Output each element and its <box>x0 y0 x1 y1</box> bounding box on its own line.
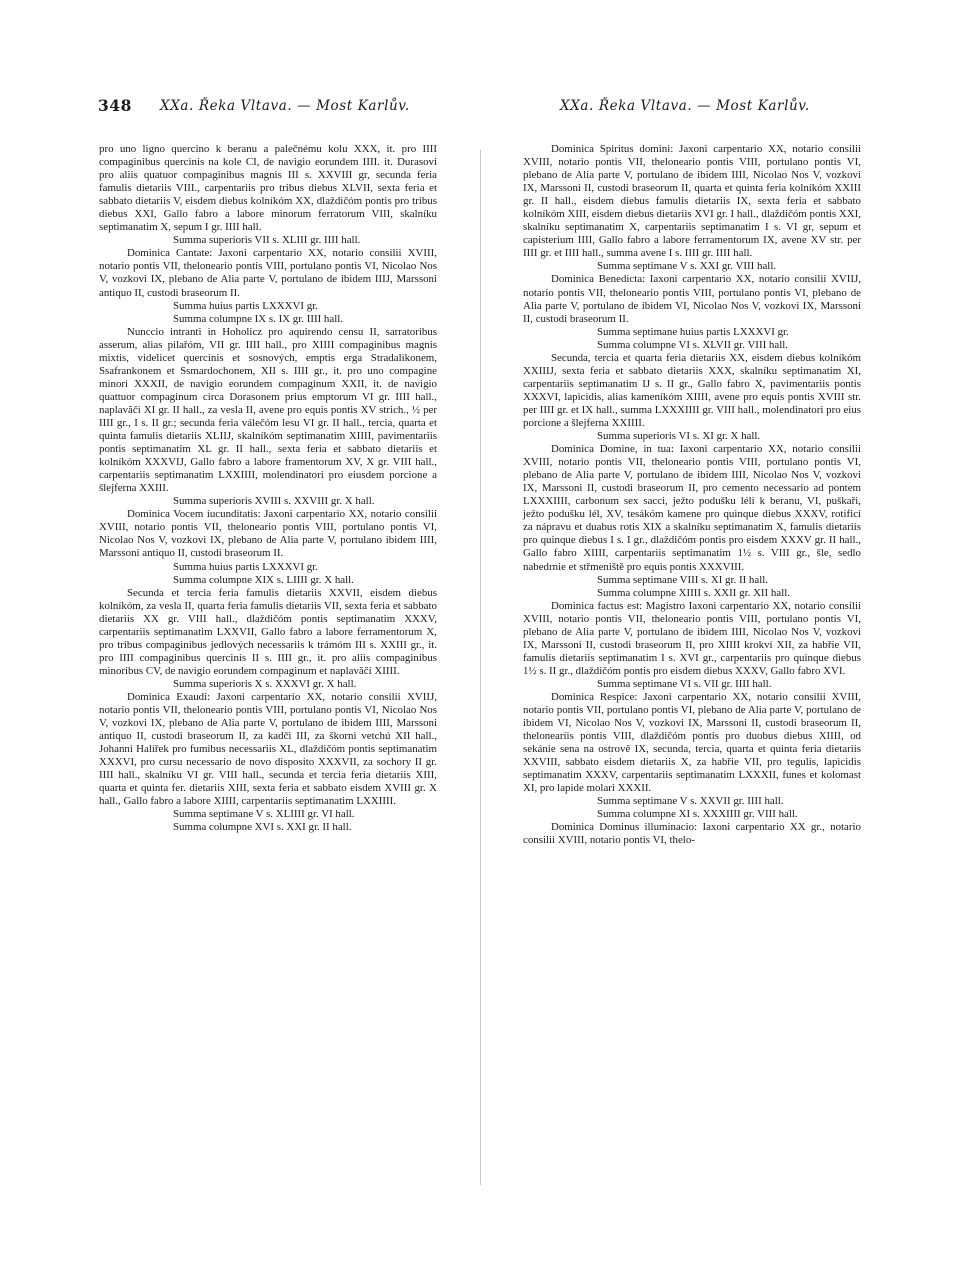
summa-line: Summa septimane V s. XXI gr. VIII hall. <box>597 260 777 273</box>
summa-line: Summa superioris VII s. XLIII gr. IIII hall. <box>173 234 361 247</box>
text-paragraph: Dominica factus est: Magistro Iaxoni carpentario XX, notario consilii XVIII, notario pontis VII, theloneario pontis VIII, portulano pontis VI, plebano de Alia parte V, portulano de ibidem IIII, Nicolao Nos V, vozkovi IX, Marssoni II, custodi braseorum II, pro XIIII krokví XII, za habřie VII, famulis dietariis septimanatim I s. XVI gr., carpentariis pro quinque diebus 1½ s. II gr., dlaždičóm pontis pro eisdem diebus XXXV, Gallo fabro XVI. <box>523 599 861 677</box>
summa-line: Summa huius partis LXXXVI gr. <box>173 560 318 573</box>
summa-line: Summa columpne XIIII s. XXII gr. XII hall. <box>597 586 790 599</box>
right-text-column <box>523 143 861 848</box>
text-paragraph: Dominica Dominus illuminacio: Iaxoni carpentario XX gr., notario consilii XVIII, notario pontis VI, thelo- <box>523 821 861 847</box>
text-paragraph: Dominica Respice: Jaxoni carpentario XX, notario consilii XVIII, notario pontis VII, portulano pontis VI, plebano de Alia parte V, portulano de ibidem VI, Nicolao Nos V, vozkovi IX, Marssoni II, custodi braseorum II, thelonearíis pontis VIII, dlaždičóm pontis pro duobus diebus XIIII, od sekánie sena na ostrově IX, secunda, tercia, quarta et quinta feria dietariis XXVIII, sabbato eisdem dietariis X, za habřie VII, pro tegulis, lapicidis septimanatim XXXV, carpentariis septimanatim LXXXII, funes et kolomast XI, pro lapide molari XXXII. <box>523 690 861 795</box>
summa-line: Summa huius partis LXXXVI gr. <box>173 299 318 312</box>
text-paragraph: Dominica Vocem iucunditatis: Jaxoni carpentario XX, notario consilii XVIII, notario pontis VII, theloneario pontis VIII, portulano pontis VI, Nicolao Nos V, vozkovi IX, plebano de Alia parte V, portulano ibidem IIII, Marssoni antiquo II, custodi braseorum II. <box>99 508 437 560</box>
summa-line: Summa columpne VI s. XLVII gr. VIII hall. <box>597 338 788 351</box>
summa-line: Summa septimane V s. XLIIII gr. VI hall. <box>173 808 355 821</box>
summa-line: Summa septimane VI s. VII gr. IIII hall. <box>597 677 772 690</box>
text-paragraph: Secunda, tercia et quarta feria dietariis XX, eisdem diebus kolníkóm XXIIIJ, sexta feria et sabbato dietariis XXX, skalníku septimanatim XI, carpentariis septimanatim IJ s. II gr., Gallo fabro X, pavimentariis pontis XXXVI, lapicidis, alias kameníkóm XIIII, avene pro equis pontis XVIII str. per IIII gr. et IX hall., summa LXXXIIII gr. VIII hall., molendinatori pro eius porcione a šlejferna XXIIII. <box>523 351 861 429</box>
summa-line: Summa superioris XVIII s. XXVIII gr. X hall. <box>173 495 375 508</box>
text-paragraph: Nunccio intranti in Hoholicz pro aquirendo censu II, sarratoribus asserum, alias pilařóm, VII gr. IIII hall., pro XIIII compaginibus magnis mixtis, videlicet quercinis et sosnových, emptis erga Stradalikonem, Ssafrankonem et Ssmardochonem, XII s. IIII gr., it. pro uno compagine minori XXXII, de navigio eorundem compaginum XXII, it. de navigio quattuor compaginum circa Dorasonem prius emptorum VI gr. IIII hall., naplavăči XI gr. II hall., za vesla II, avene pro equis pontis XV strich., ½ per IIII gr., I s. II gr.; secunda feria válečóm lesu VI gr. II hall., tercia, quarta et quinta famulis dietariis XLIIJ, skalníkóm septimanatim XIIII, pavimentariis pontis septimanatim XL gr. II hall., sexta feria et sabbato dietariis et kolníkóm XXXVIJ, Gallo fabro a labore framentorum XV, X gr. VIII hall., carpentariis septimanatim LXXIIII, molendinatori pro eiusdem porcione a šlejferna XXIII. <box>99 325 437 495</box>
text-paragraph: pro uno ligno quercino k beranu a palečnému kolu XXX, it. pro IIII compaginibus quercinis na kole CI, de navigio eorundem IIII. it. Durasovi pro aliis quatuor compaginibus magnis III s. XXVIII gr, secunda feria famulis dietariis VIII., carpentariis pro tribus diebus XLVII, sexta feria et sabbato dietariis V, eisdem diebus kolníkóm XX, dlaždičóm pontis pro tribus diebus XXI, Gallo fabro a labore minorum ferratorum VIII, skalníku septimanatim X, sepum I gr. IIII hall. <box>99 143 437 234</box>
summa-line: Summa columpne XIX s. LIIII gr. X hall. <box>173 573 354 586</box>
summa-line: Summa columpne XVI s. XXI gr. II hall. <box>173 821 352 834</box>
summa-line: Summa septimane huius partis LXXXVI gr. <box>597 325 789 338</box>
running-title-left: XXa. Řeka Vltava. — Most Karlův. <box>160 98 410 114</box>
running-title-right: XXa. Řeka Vltava. — Most Karlův. <box>560 98 810 114</box>
page-number: 348 <box>98 96 132 115</box>
running-head <box>98 96 878 116</box>
column-divider <box>480 150 481 1185</box>
summa-line: Summa superioris VI s. XI gr. X hall. <box>597 430 761 443</box>
text-paragraph: Dominica Cantate: Jaxoni carpentario XX, notario consilii XVIII, notario pontis VII, theloneario pontis VIII, portulano pontis VI, Nicolao Nos V, vozkovi IX, plebano de Alia parte V, portulano de ibidem IIIJ, Marssoni antiquo II, custodi braseorum II. <box>99 247 437 299</box>
summa-line: Summa septimane VIII s. XI gr. II hall. <box>597 573 768 586</box>
summa-line: Summa columpne XI s. XXXIIII gr. VIII hall. <box>597 808 798 821</box>
text-paragraph: Dominica Spiritus domini: Jaxoni carpentario XX, notario consilii XVIII, notario pontis VII, theloneario pontis VIII, portulano pontis VI, plebano de Alia parte V, portulano de ibidem IIII, Nicolao Nos V, vozkovi IX, Marssoni II, custodi braseorum II, quarta et quinta feria kolníkóm XXIII gr. II hall., eisdem diebus famulis dietariis IX, sexta feria et sabbato kolníkóm XIII, eisdem diebus dietariis XVI gr. I hall., dlaždičóm pontis XXI, skalníku septimanatim X, carpentariis septimanatim I s. VI gr, sepum et capisterium IIII, Gallo fabro a labore ferramentorum IX, avene XV str. per IIII gr. et IIII hall., summa avene I s. IIII gr. IIII hall. <box>523 143 861 260</box>
summa-line: Summa columpne IX s. IX gr. IIII hall. <box>173 312 343 325</box>
text-paragraph: Dominica Domine, in tua: Iaxoni carpentario XX, notario consilii XVIII, notario pontis VII, theloneario pontis VIII, portulano pontis VI, plebano de Alia parte V, portulano de ibidem IIII, Nicolao Nos V, vozkovi IX, Marssoni II, custodi braseorum II, pro cemento necessario ad pontem LXXXIIII, carbonum sex sacci, ježto podušku léli k beranu, VI, puškaři, ježto podušku lél, XV, tesákóm kamene pro quinque diebus XXXV, rotifici za nápravu et duabus rotis XIX a skalníku septimanatim X, famulis dietariis pro quinque diebus I s. I gr., dlaždičóm pontis pro eisdem XXXV gr. II hall., Gallo fabro XIIII, carpentariis septimanatim 1½ s. VIII gr., šle, sedlo nabedrnie et střmeniště pro equis pontis XXXVIII. <box>523 443 861 573</box>
left-text-column <box>99 143 437 834</box>
text-paragraph: Dominica Exaudi: Jaxoni carpentario XX, notario consilii XVIIJ, notario pontis VII, theloneario pontis VIII, portulano pontis VI, Nicolao Nos V, vozkovi IX, plebano de Alia parte V, portulano de ibidem IIII, Marssoni antiquo II, custodi braseorum II, za kadči III, za škorni vetchú XII hall., Johanni Halířek pro fumibus necessariis XL, dlaždičóm pontis septimanatim XXXVI, pro cursu necessario de novo disposito XXXVII, za sochory II gr. IIII hall., skalníku VI gr. VIII hall., secunda et tercia feria dietariis XIII, quarta et quinta fer. dietariis XIII, sexta feria et sabbato eisdem XVIII gr. X hall., Gallo fabro a labore XIIII, carpentariis septimanatim LXXIIII. <box>99 690 437 808</box>
summa-line: Summa septimane V s. XXVII gr. IIII hall. <box>597 795 784 808</box>
text-paragraph: Dominica Benedicta: Iaxoni carpentario XX, notario consilii XVIIJ, notario pontis VII, theloneario pontis VIII, portulano pontis VI, plebano de Alia parte V, portulano de ibidem VI, Nicolao Nos V, vozkovi IX, Marssoni II, custodi braseorum II. <box>523 273 861 325</box>
text-paragraph: Secunda et tercia feria famulis dietariis XXVII, eisdem diebus kolníkóm, za vesla II, quarta feria famulis dietariis VII, sexta feria et sabbato dietariis XX gr. VIII hall., dlaždičóm pontis septimanatim XXXV, carpentariis septimanatim LXXVII, Gallo fabro a labore ferramentorum X, pro tribus compaginibus jedlových necessariis k trámóm III s. XXIII gr., it. pro IIII compaginibus quercinis II s. IIII gr., it. pro aliis compaginibus minoribus CV, de navigio eorundem compaginum et naplavăči XIIII. <box>99 586 437 677</box>
summa-line: Summa superioris X s. XXXVI gr. X hall. <box>173 677 357 690</box>
